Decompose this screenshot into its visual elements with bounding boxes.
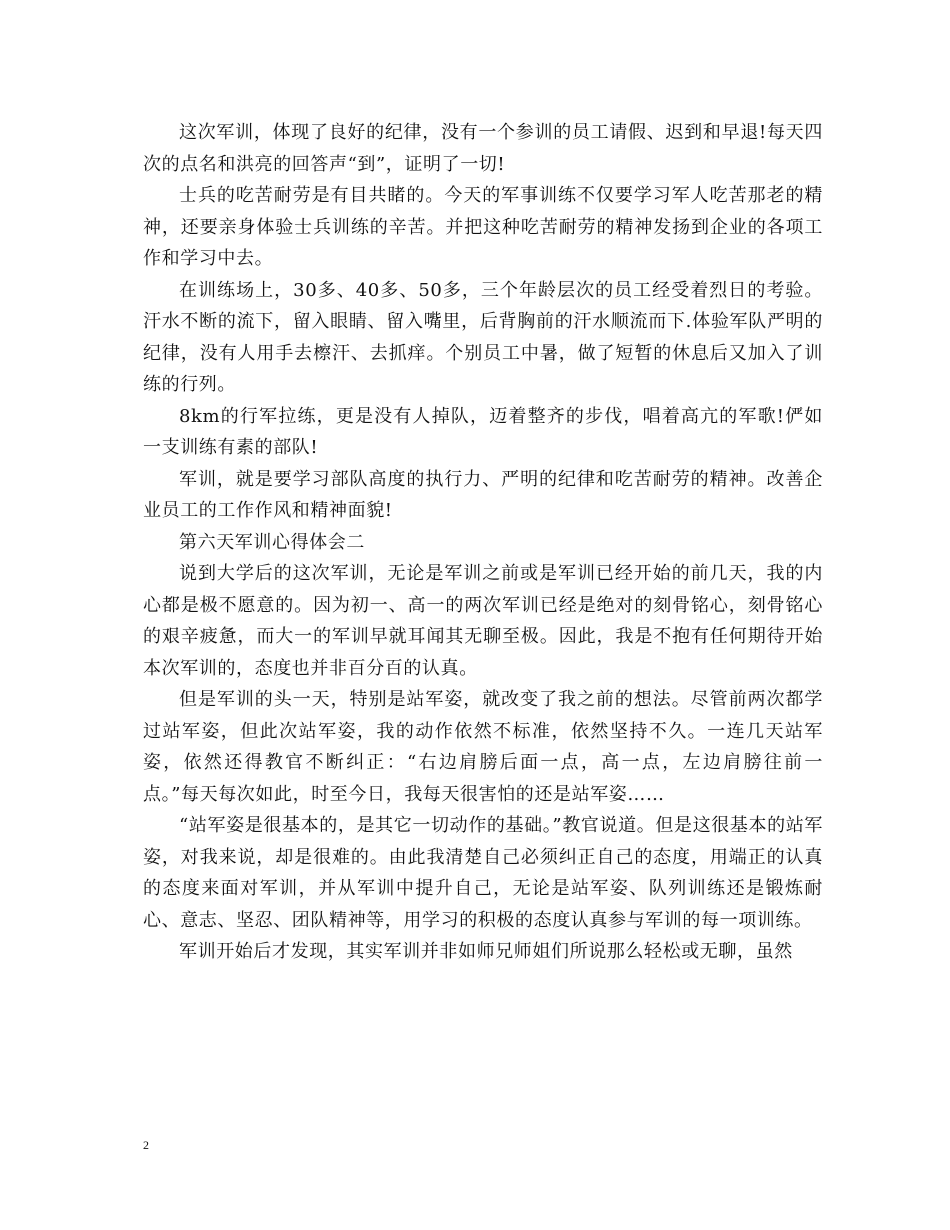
paragraph: 说到大学后的这次军训，无论是军训之前或是军训已经开始的前几天，我的内心都是极不愿意的。因为初一、高一的两次军训已经是绝对的刻骨铭心，刻骨铭心的艰辛疲惫，而大一的军训早就耳闻其无聊至极。因此，我是不抱有任何期待开始本次军训的，态度也并非百分百的认真。	[143, 563, 823, 679]
section-heading: 第六天军训心得体会二	[179, 531, 365, 553]
paragraph: 但是军训的头一天，特别是站军姿，就改变了我之前的想法。尽管前两次都学过站军姿，但此次站军姿，我的动作依然不标准，依然坚持不久。一连几天站军姿，依然还得教官不断纠正：“右边肩膀后面一点，高一点，左边肩膀往前一点。”每天每次如此，时至今日，我每天很害怕的还是站军姿……	[143, 689, 823, 805]
document-body	[143, 117, 823, 968]
paragraph: 军训开始后才发现，其实军训并非如师兄师姐们所说那么轻松或无聊，虽然	[179, 941, 793, 962]
paragraph: 8km的行军拉练，更是没有人掉队，迈着整齐的步伐，唱着高亢的军歌!俨如一支训练有素的部队!	[143, 405, 823, 458]
paragraph: 士兵的吃苦耐劳是有目共睹的。今天的军事训练不仅要学习军人吃苦那老的精神，还要亲身体验士兵训练的辛苦。并把这种吃苦耐劳的精神发扬到企业的各项工作和学习中去。	[143, 185, 823, 269]
paragraph: 在训练场上，30多、40多、50多，三个年龄层次的员工经受着烈日的考验。汗水不断的流下，留入眼睛、留入嘴里，后背胸前的汗水顺流而下.体验军队严明的纪律，没有人用手去檫汗、去抓痒。个别员工中暑，做了短暂的休息后又加入了训练的行列。	[143, 279, 823, 395]
paragraph: 军训，就是要学习部队高度的执行力、严明的纪律和吃苦耐劳的精神。改善企业员工的工作作风和精神面貌!	[143, 468, 823, 521]
paragraph: 这次军训，体现了良好的纪律，没有一个参训的员工请假、迟到和早退!每天四次的点名和洪亮的回答声“到”，证明了一切!	[143, 122, 823, 175]
paragraph: “站军姿是很基本的，是其它一切动作的基础。”教官说道。但是这很基本的站军姿，对我来说，却是很难的。由此我清楚自己必须纠正自己的态度，用端正的认真的态度来面对军训，并从军训中提升自己，无论是站军姿、队列训练还是锻炼耐心、意志、坚忍、团队精神等，用学习的积极的态度认真参与军训的每一项训练。	[143, 815, 823, 931]
page-number: 2	[143, 1138, 149, 1152]
